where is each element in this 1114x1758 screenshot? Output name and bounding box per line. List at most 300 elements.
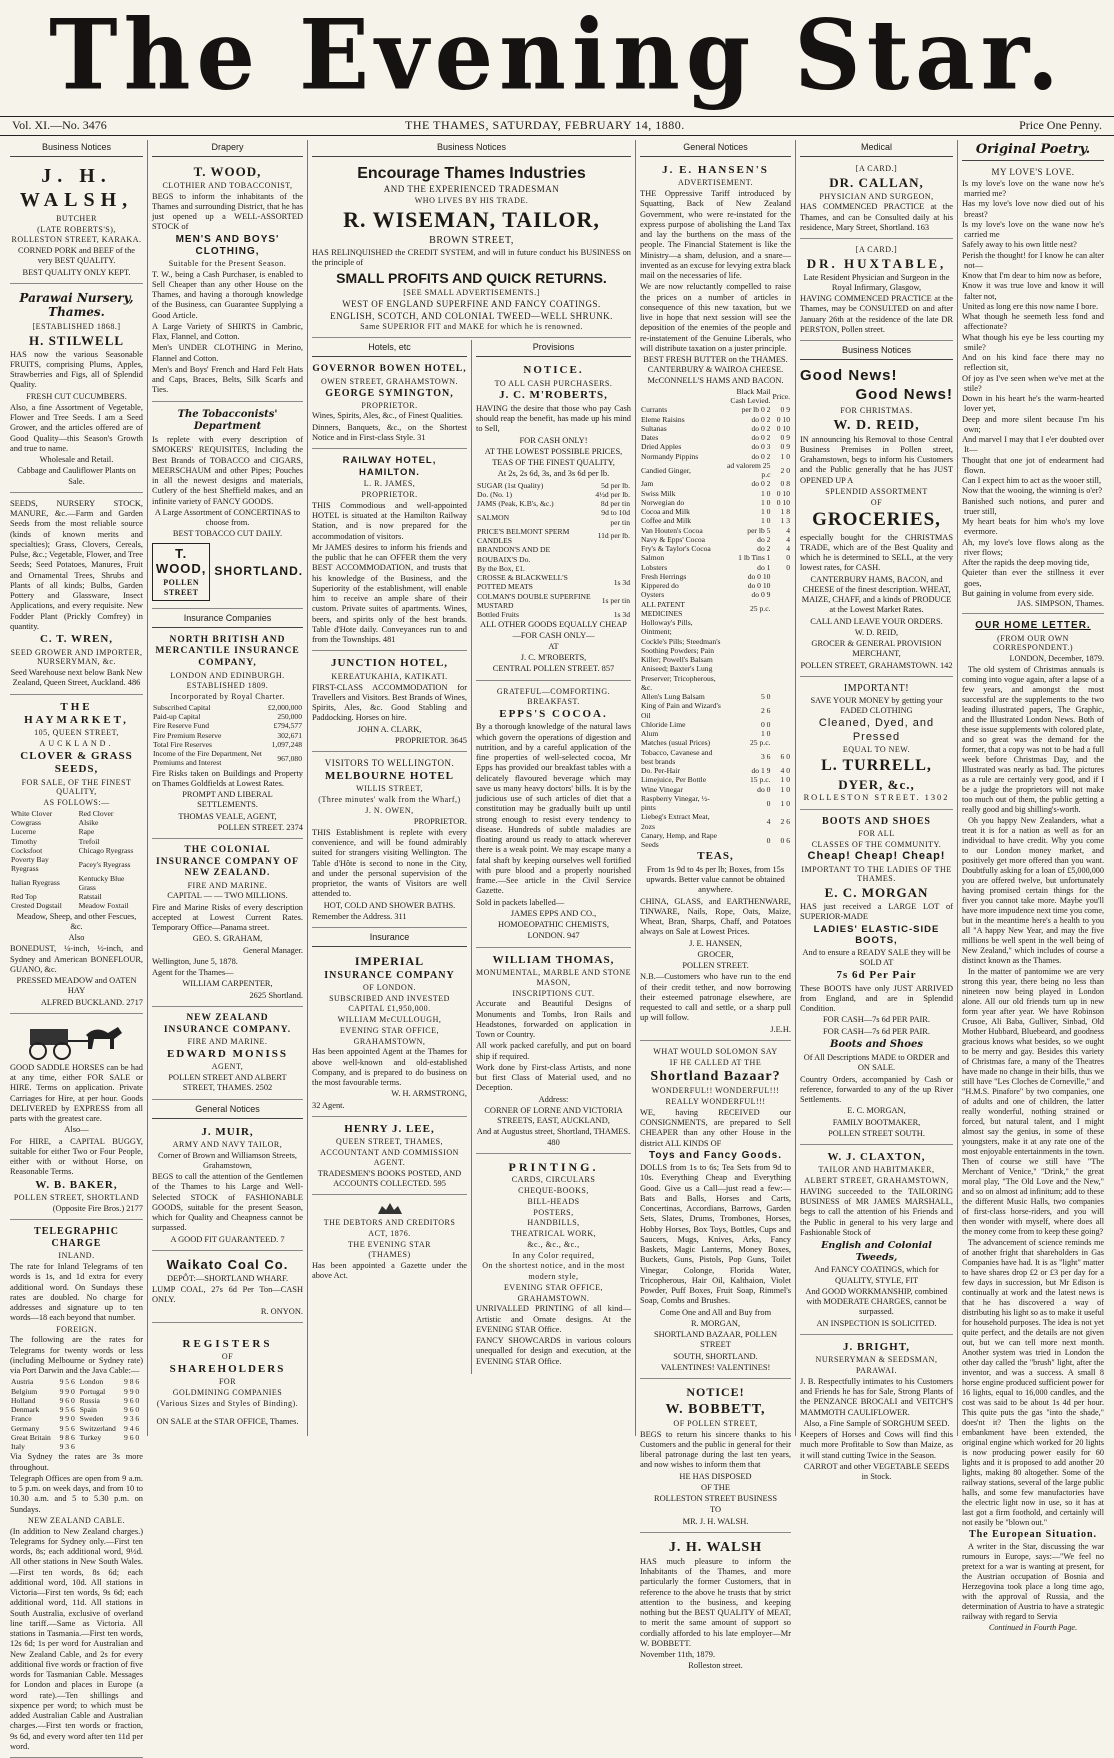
ad-line: FOR SALE, OF THE FINEST QUALITY, bbox=[21, 777, 132, 797]
article-home-letter bbox=[962, 616, 1104, 1638]
ad-name: W. J. CLAXTON, bbox=[827, 1151, 926, 1164]
ad-address: QUEEN STREET, THAMES, bbox=[335, 1137, 444, 1147]
ad-title: IMPERIAL bbox=[354, 954, 425, 969]
table-row bbox=[10, 855, 143, 874]
table-row bbox=[640, 600, 791, 619]
table-cell: 1s per tin bbox=[601, 596, 630, 606]
ad-body: From 1s 9d to 4s per lb; Boxes, from 15s upwards. Better value cannot be obtained anywhere. bbox=[646, 864, 785, 895]
table-row bbox=[10, 809, 143, 818]
ad-headline: IMPORTANT! bbox=[843, 682, 910, 694]
table-cell: 9d to 10d per tin bbox=[601, 508, 630, 527]
ad-dr-huxtable bbox=[800, 241, 953, 341]
ad-line: FOR CASH—7s 6d PER PAIR. bbox=[823, 1026, 930, 1036]
ad-trade: TAILOR AND HABITMAKER, bbox=[818, 1165, 935, 1175]
ad-line: SUBSCRIBED AND INVESTED bbox=[329, 993, 450, 1003]
table-cell bbox=[771, 646, 791, 665]
table-cell: Red Clover bbox=[78, 808, 114, 818]
ad-body: HAS RELINQUISHED the CREDIT SYSTEM, and will in future conduct his BUSINESS on the principle of bbox=[312, 248, 631, 268]
ad-headline: Boots and Shoes bbox=[830, 1038, 923, 1050]
ad-line: (Various Sizes and Styles of Binding). bbox=[156, 1398, 299, 1408]
ad-line: CLASSES OF THE COMMUNITY. bbox=[811, 839, 942, 849]
ad-line: AN INSPECTION IS SOLICITED. bbox=[816, 1318, 937, 1328]
ad-walsh-butcher bbox=[10, 160, 143, 284]
column-5 bbox=[796, 140, 958, 1482]
table-cell: Alum bbox=[641, 729, 659, 739]
ad-line: SHAREHOLDERS bbox=[169, 1362, 286, 1375]
ad-claxton-tailor bbox=[800, 1147, 953, 1335]
ad-name: J. MUIR, bbox=[201, 1125, 254, 1138]
table-row bbox=[640, 452, 791, 461]
ad-line: FIRE AND MARINE. bbox=[187, 880, 268, 890]
poem-line: Has my love's love now died out of his breast? bbox=[962, 199, 1104, 219]
ad-body: Has been appointed Agent at the Thames for above well-known and old-established Company, and is prepared to do business on the most favourable terms. bbox=[312, 1047, 467, 1088]
poem-title: MY LOVE'S LOVE. bbox=[991, 166, 1075, 177]
table-cell: 0 bbox=[786, 562, 790, 572]
ad-signature: E. C. MORGAN, bbox=[847, 1106, 906, 1116]
table-row bbox=[640, 572, 791, 581]
ad-headline: SMALL PROFITS AND QUICK RETURNS. bbox=[336, 269, 607, 286]
table-cell: 1 0 bbox=[780, 775, 790, 785]
ad-headline: CLOVER & GRASS SEEDS, bbox=[20, 749, 133, 776]
ad-line: POSTERS, bbox=[533, 1207, 574, 1217]
ad-body: CHINA, GLASS, and EARTHENWARE, TINWARE, Nails, Rope, Oats, Maize, Wheat, Bran, Sharps, Chaff, and Potatoes always on Sale at Lowest Prices. bbox=[640, 896, 791, 937]
ad-name: J. BRIGHT, bbox=[843, 1340, 910, 1353]
section-header: Drapery bbox=[152, 140, 303, 157]
table-row bbox=[640, 405, 791, 414]
table-cell: Holland bbox=[11, 1395, 36, 1405]
logo-text: SHORTLAND. bbox=[214, 564, 304, 579]
ad-epps-cocoa bbox=[476, 683, 631, 948]
table-cell: 11d per lb. bbox=[597, 531, 630, 541]
ad-line: [SEE SMALL ADVERTISEMENTS.] bbox=[403, 287, 540, 297]
table-row bbox=[640, 415, 791, 424]
ad-name: R. WISEMAN, TAILOR, bbox=[343, 207, 600, 233]
ad-body: We are now reluctantly compelled to raise the prices on a number of articles in consequence of this new taxation, but we live in hope that next session will see the deposition of the enemies of the people and re-instatement of the Genuine Liberals, who will distribute taxation on a juster principle. bbox=[640, 282, 791, 353]
ad-henry-lee bbox=[312, 1119, 467, 1195]
ad-address: Seed Warehouse next below Bank New Zealand, Queen Street, Auckland. 486 bbox=[10, 668, 143, 688]
table-cell: Meadow Foxtail bbox=[78, 901, 129, 911]
table-cell: BRANDON'S AND DE ROUBAIX'S Do. bbox=[477, 545, 551, 564]
ad-muir-tailor bbox=[152, 1122, 303, 1251]
ad-name: J. E. HANSEN'S bbox=[662, 163, 769, 176]
table-row bbox=[640, 507, 791, 516]
table-cell: do 1 bbox=[757, 562, 771, 572]
table-cell: France bbox=[11, 1414, 32, 1424]
ad-parawai-nursery bbox=[10, 286, 143, 493]
ad-junction-hotel bbox=[312, 653, 467, 752]
ad-line: GRAHAMSTOWN. bbox=[517, 1293, 590, 1303]
table-cell: Ratstail bbox=[78, 892, 102, 902]
table-cell: 4 bbox=[766, 817, 771, 826]
ad-name: W. BOBBETT, bbox=[665, 1401, 766, 1417]
volume-number: Vol. XI.—No. 3476 bbox=[12, 118, 107, 132]
ad-line: On the shortest notice, and in the most bbox=[482, 1261, 625, 1271]
ad-address: KEREATUKAHIA, KATIKATI. bbox=[331, 671, 448, 681]
ad-trade: MONUMENTAL, MARBLE AND STONE MASON, bbox=[476, 968, 631, 987]
ad-line: HE HAS DISPOSED bbox=[679, 1471, 752, 1481]
table-row bbox=[152, 731, 303, 740]
ad-headline: The Tobacconists' Department bbox=[177, 408, 278, 432]
table-cell: do 0 10 bbox=[747, 571, 771, 581]
poem-line: Banished such notions, and purer and truer still, bbox=[962, 496, 1104, 516]
ad-title: Waikato Coal Co. bbox=[166, 1256, 289, 1272]
table-row bbox=[10, 846, 143, 855]
table-row bbox=[640, 729, 791, 738]
table-cell: JAMS (Peak, K.B's, &c.) bbox=[477, 499, 554, 509]
ad-wren-seeds bbox=[10, 495, 143, 695]
ad-name: JUNCTION HOTEL, bbox=[330, 657, 449, 670]
ad-body: FIRST-CLASS ACCOMMODATION for Travellers and Visitors. Best Brands of Wines, Spirits, Ales, &c. Good Stabling and Paddocking. Horses on hire. bbox=[312, 682, 467, 723]
ad-line: VALENTINES! VALENTINES! bbox=[660, 1362, 771, 1372]
table-row bbox=[640, 775, 791, 784]
table-row bbox=[640, 692, 791, 701]
ad-line: THE EVENING STAR bbox=[348, 1239, 431, 1249]
ad-name: J. H. WALSH, bbox=[19, 164, 134, 212]
poem-line: Is my love's love on the wane now he's married me? bbox=[962, 178, 1104, 199]
table-cell: Cowgrass bbox=[11, 818, 41, 828]
table-cell: 4 bbox=[786, 534, 790, 544]
table-cell: Navy & Epps' Cocoa bbox=[641, 534, 706, 544]
table-cell: do 0 9 bbox=[751, 590, 771, 600]
table-row bbox=[640, 748, 791, 767]
ad-line: CARROT and other VEGETABLE SEEDS in Stock. bbox=[803, 1461, 950, 1482]
ad-line: In any Color required, bbox=[512, 1250, 595, 1260]
ad-line: GRAHAMSTOWN, bbox=[353, 1036, 426, 1046]
table-cell: Currants bbox=[641, 405, 668, 415]
table-cell: Eleme Raisins bbox=[641, 414, 685, 424]
table-cell: 9 5 6 bbox=[59, 1405, 75, 1415]
capital-table bbox=[152, 703, 303, 740]
ad-line: BEST QUALITY ONLY KEPT. bbox=[22, 267, 131, 277]
ad-line: OF THE bbox=[701, 1482, 730, 1492]
ad-line: ON SALE at the STAR OFFICE, Thames. bbox=[156, 1416, 299, 1426]
ad-body: TRADESMEN'S BOOKS POSTED, AND ACCOUNTS COLLECTED. 595 bbox=[317, 1168, 462, 1188]
ad-line: DEPÔT:—SHORTLAND WHARF. bbox=[166, 1273, 289, 1283]
ad-address: POLLEN STREET. bbox=[682, 961, 749, 971]
ad-body: All work packed carefully, and put on board ship if required. bbox=[476, 1041, 631, 1061]
hotels-provisions-split bbox=[312, 340, 631, 1374]
table-cell bbox=[725, 646, 772, 665]
table-cell: do 0 2 bbox=[751, 433, 771, 443]
ad-address: 2625 Shortland. bbox=[249, 990, 303, 1000]
ad-headline: Good News! bbox=[800, 367, 898, 385]
table-row bbox=[640, 618, 791, 637]
ad-north-british-insurance bbox=[152, 631, 303, 839]
table-cell: Holloway's Pills, Ointment; bbox=[641, 618, 693, 637]
table-cell: Paid-up Capital bbox=[153, 712, 201, 721]
table-cell: 4½d per lb. bbox=[595, 489, 630, 499]
ad-nz-insurance bbox=[152, 1009, 303, 1100]
ad-line: AT bbox=[548, 641, 559, 651]
table-row bbox=[640, 674, 791, 693]
table-cell bbox=[771, 618, 791, 637]
ad-body: WE, having RECEIVED our CONSIGNMENTS, are prepared to Sell CHEAPER than any other House in the district ALL KINDS OF bbox=[640, 1107, 791, 1148]
table-cell: COLMAN'S DOUBLE SUPERFINE MUSTARD bbox=[477, 591, 591, 610]
ad-headline: PRINTING. bbox=[508, 1159, 599, 1174]
table-cell: Turkey bbox=[79, 1432, 102, 1442]
table-cell: per lb 5 bbox=[747, 525, 771, 535]
table-cell: Great Britain bbox=[11, 1432, 51, 1442]
table-row bbox=[476, 490, 631, 499]
ad-line: BEST FRESH BUTTER on the THAMES. CANTERBURY & WAIROA CHEESE. McCONNELL'S HAMS AND BACON. bbox=[643, 355, 788, 385]
table-row bbox=[640, 526, 791, 535]
table-cell: 4 0 bbox=[780, 766, 790, 776]
table-cell: Subscribed Capital bbox=[153, 702, 211, 712]
ad-line: BREAKFAST. bbox=[527, 697, 580, 707]
table-cell: Allen's Lung Balsam bbox=[641, 692, 705, 702]
table-cell: 9 6 0 bbox=[124, 1405, 140, 1415]
ad-address: SOUTH, SHORTLAND. bbox=[673, 1351, 758, 1361]
ad-name: J. C. M'ROBERTS, bbox=[499, 389, 608, 402]
table-cell bbox=[771, 600, 791, 619]
ad-line: AS FOLLOWS:— bbox=[43, 798, 110, 808]
table-row bbox=[640, 701, 791, 720]
ad-line: Suitable for the Present Season. bbox=[168, 258, 287, 268]
ad-name: DR. CALLAN, bbox=[829, 174, 924, 190]
ad-body: Accurate and Beautiful Designs of Monuments and Tombs, Iron Rails and Headstones, forwarded on application in Town or Country. bbox=[476, 999, 631, 1040]
price-table bbox=[640, 387, 791, 850]
table-row bbox=[10, 874, 143, 893]
ad-name: J. N. OWEN, bbox=[365, 805, 414, 815]
ad-line: AND THE EXPERIENCED TRADESMAN bbox=[383, 184, 560, 195]
ad-body: Is replete with every description of SMOKERS' REQUISITES, Including the Best Brands of TOBACCO and CIGARS, MEERSCHAUM and other Pipes; Pouches in all the newest designs and materials, Cutlery of the best Sheffield makes, and an infinite variety of FANCY GOODS. bbox=[152, 435, 303, 506]
ad-address: ROLLESTON STREET. 1302 bbox=[803, 793, 950, 803]
ad-signature: GROCER, bbox=[697, 949, 734, 959]
table-cell: 0 10 bbox=[776, 497, 790, 507]
ad-signature: GROCER & GENERAL PROVISION MERCHANT, bbox=[811, 639, 942, 659]
ad-body: BONEDUST, ¼-inch, ½-inch, and Sydney and American BONEFLOUR, GUANO, &c. bbox=[10, 944, 143, 974]
table-cell: Soothing Powders; Pain Killer; Powell's Balsam bbox=[641, 645, 714, 665]
ad-line: THEATRICAL WORK, bbox=[510, 1229, 597, 1239]
ad-name: GOVERNOR BOWEN HOTEL, bbox=[312, 364, 467, 375]
ad-turrell-dyer bbox=[800, 679, 953, 810]
price-list bbox=[476, 481, 631, 620]
ad-signature: GEO. S. GRAHAM, bbox=[192, 934, 263, 944]
ad-name: C. T. WREN, bbox=[39, 633, 114, 646]
table-row bbox=[10, 1387, 143, 1396]
ad-line: PROPRIETOR. bbox=[361, 490, 418, 500]
ad-name: H. STILWELL bbox=[28, 332, 125, 348]
ad-line: FRESH CUT CUCUMBERS. bbox=[26, 391, 127, 401]
table-cell: Lobsters bbox=[641, 562, 668, 572]
table-cell bbox=[771, 637, 791, 646]
ad-signature: R. ONYON. bbox=[260, 1306, 303, 1316]
ad-line: modern style, bbox=[528, 1272, 579, 1282]
poem-line: And on his kind face there may no reflection sit, bbox=[962, 353, 1104, 373]
article-paragraph: The old system of Christmas annuals is coming into vogue again, after a lapse of a few years, and amongst the most successful are the supplements to the two leading illustrated papers, The Graphic, and the Illustrated London News. Both of these issue supplements with colored plate, and so great was the demand for the former, that a copy was not to be had a full week before Christmas Day, and the Illustrated was nearly as bad. The pictures as a rule are certainly very good, and if I be a judge the proprietors will not make too much out of them, the public getting a really good and big shilling's-worth. bbox=[962, 665, 1104, 815]
ad-title: INSURANCE COMPANY bbox=[324, 969, 455, 981]
table-cell bbox=[771, 664, 791, 673]
table-cell: ALL PATENT MEDICINES bbox=[641, 599, 685, 618]
section-header: Business Notices bbox=[10, 140, 143, 157]
table-cell: 302,671 bbox=[277, 730, 302, 740]
ad-body: Fire and Marine Risks of every description accepted at Lowest Current Rates. Temporary Office—Panama street. bbox=[152, 902, 303, 933]
table-cell: 9 6 0 bbox=[124, 1432, 140, 1442]
ad-line: Same SUPERIOR FIT and MAKE for which he is renowned. bbox=[360, 322, 583, 332]
logo-text: T. WOOD, bbox=[155, 545, 207, 577]
ad-line: FIRE AND MARINE. bbox=[187, 1037, 268, 1047]
ad-body: (In addition to New Zealand charges.) Telegrams for Sydney only.—First ten words, 8s; each additional word, 9½d. All other stations in New South Wales.—First ten words, 8s 6d; each additional word, 10d. All stations in Victoria—First ten words, 9s 6d; each additional word, 11d. All stations in South Australia, exclusive of overland line tariff.—Same as Victoria. All stations in Tasmania.—First ten words, 12s 6d; 1s per word for Australian and New Zealand Cable, and 2s for every additional five words or fraction of five words for Tasmanian Cable. Messages for London and places in Europe (a word rate).—Ten shillings and sixpence per word; to which must be added Australian Cable and Australian charges.—First ten words or fraction, 9s 6d, and every word after ten 11d per word. bbox=[10, 1526, 143, 1751]
ad-line: Wholesale and Retail. bbox=[39, 455, 114, 465]
table-row bbox=[640, 479, 791, 488]
table-row bbox=[640, 535, 791, 544]
ad-address: CENTRAL POLLEN STREET. 857 bbox=[492, 664, 615, 674]
ad-name: DYER, &c., bbox=[838, 776, 915, 792]
ad-body: Work done by First-class Artists, and none but first Class of Material used, and no Deception. bbox=[476, 1062, 631, 1093]
ad-headline: English and Colonial Tweeds, bbox=[821, 1240, 932, 1263]
poem-line: What though his eye be less courting my smile? bbox=[962, 332, 1104, 352]
table-cell: 0 10 bbox=[776, 414, 790, 424]
ad-line: REALLY WONDERFUL!!! bbox=[665, 1097, 766, 1107]
article-paragraph: The advancement of science reminds me of another fright that shareholders in Gas Companies have had. It is as "light" matter to have shares drop £2 or £3 per day for a few days in succession, but Mr Edison is continually at work and the latest news is that he has discovered a way of distributing his light so as to make it useful for household purposes. The idea is not yet quite perfect, and the details are not given out, but we can tell more next month. Another system was tried in London the other day called the "brush" light, after the inventor, and was a success. A small 8 horse engine produced sufficient power for 16 lights, equal to 16,000 candles, and the cost was said to be about 1s 4d per hour. This quite puts the gas "into the shade," does'nt it? Then the lights on the embankment have been extended, the original engine which worked for 20 lights is now producing power easily for 60 lights and it is proposed to add another 20 lights, making 80 altogether. Some of the railway stations, several of the large public halls, and some few manufactories have the electric light now in use, so it has at last got a firm foothold, and certainly will not easily be "blown out." bbox=[962, 1238, 1104, 1528]
reserve-table bbox=[152, 740, 303, 768]
table-row bbox=[640, 738, 791, 747]
table-cell: Kippered do bbox=[641, 581, 679, 591]
table-cell: Belgium bbox=[11, 1386, 38, 1396]
ad-line: REGISTERS bbox=[182, 1337, 273, 1350]
table-row bbox=[640, 590, 791, 599]
table-cell: Preserver; Tricopherous, &c. bbox=[641, 673, 716, 692]
ad-line: IF HE CALLED AT THE bbox=[669, 1057, 762, 1067]
table-row bbox=[152, 721, 303, 730]
ad-line: (Three minutes' walk from the Wharf,) bbox=[318, 795, 461, 805]
table-cell: Bottled Fruits bbox=[477, 610, 519, 620]
section-header: Provisions bbox=[476, 340, 631, 357]
ad-address: ALBERT STREET, GRAHAMSTOWN, bbox=[804, 1176, 949, 1186]
ad-signature: W. H. ARMSTRONG, bbox=[391, 1089, 467, 1099]
ad-trade: BUTCHER bbox=[56, 213, 97, 223]
ad-signature: J.E.H. bbox=[770, 1024, 791, 1034]
ad-line: Address: bbox=[538, 1094, 569, 1104]
table-cell: 8d per tin bbox=[600, 499, 630, 509]
table-row bbox=[10, 892, 143, 901]
ad-body: HAVING COMMENCED PRACTICE at the Thames, may be CONSULTED on and after January 26th at the residence of the late DR PERSTON, Pollen street. bbox=[800, 294, 953, 334]
poem-line: Quieter than ever the stillness it ever goes, bbox=[962, 568, 1104, 588]
ad-body: Country Orders, accompanied by Cash or reference, forwarded to any of the up River Settlements. bbox=[800, 1074, 953, 1105]
ad-body: HAS much pleasure to inform the Inhabitants of the Thames, and more particularly the former Customers, that in reference to the above he trusts that by strict attention to the business, and keeping nothing but the BEST QUALITY of MEAT, to merit the same amount of support so cordially afforded to his late employer—Mr W. BOBBETT. bbox=[640, 1556, 791, 1648]
poem-line: What though he seemeth less fond and affectionate? bbox=[962, 312, 1104, 332]
ad-title: NORTH BRITISH AND MERCANTILE INSURANCE COMPANY, bbox=[155, 634, 300, 668]
table-row bbox=[640, 553, 791, 562]
ad-body: A Large Variety of SHIRTS in Cambric, Flax, Flannel, and Cotton. bbox=[152, 321, 303, 342]
column-3 bbox=[308, 140, 636, 1436]
ad-line: FOR ALL bbox=[858, 828, 895, 838]
table-cell: Poverty Bay Ryegrass bbox=[11, 855, 49, 874]
ad-line: &c., &c., &c., bbox=[527, 1239, 580, 1249]
table-cell: 2 6 bbox=[760, 706, 771, 715]
poem-line: My heart beats for him who's my love evermore. bbox=[962, 517, 1104, 537]
ad-haymarket bbox=[10, 697, 143, 1014]
table-cell: Alsike bbox=[78, 818, 99, 828]
table-row bbox=[152, 740, 303, 749]
poem-line: Thought that one jot of endearment had flown. bbox=[962, 455, 1104, 475]
table-cell: 0 bbox=[786, 553, 790, 563]
ad-line: THE DEBTORS AND CREDITORS bbox=[323, 1218, 456, 1228]
table-cell bbox=[79, 1442, 123, 1451]
table-row bbox=[152, 712, 303, 721]
table-cell: 250,000 bbox=[277, 712, 302, 721]
table-row bbox=[10, 827, 143, 836]
table-cell: 9 9 0 bbox=[59, 1386, 75, 1396]
poem-line: Can I expect him to act as the wooer still, bbox=[962, 476, 1102, 486]
table-cell: White Clover bbox=[11, 808, 53, 818]
ad-line: PROPRIETOR. bbox=[413, 816, 467, 826]
table-cell: Dates bbox=[641, 433, 659, 443]
ad-line: CHEQUE-BOOKS, bbox=[518, 1186, 589, 1196]
ad-address: POLLEN STREET AND ALBERT STREET, THAMES. 2502 bbox=[168, 1073, 287, 1093]
ad-line: PARAWAI. bbox=[855, 1366, 898, 1376]
ad-body: HAS now the various Seasonable FRUITS, comprising Plums, Apples, Strawberries and Figs, all of Splendid Quality. bbox=[10, 349, 143, 390]
table-cell: do 1 9 bbox=[751, 766, 771, 776]
ad-headline: Shortland Bazaar? bbox=[650, 1069, 781, 1085]
ad-address: POLLEN STREET, GRAHAMSTOWN. 142 bbox=[800, 660, 953, 670]
ad-address: OWEN STREET, GRAHAMSTOWN. bbox=[320, 376, 459, 386]
ad-address: SHORTLAND BAZAAR, POLLEN STREET bbox=[653, 1330, 778, 1350]
ad-signature: W. D. REID, bbox=[854, 627, 899, 637]
ad-line: ESTABLISHED 1809. bbox=[186, 681, 269, 691]
poem-line: But gaining in volume from every side. bbox=[962, 588, 1094, 598]
ad-headline: Good News! bbox=[855, 386, 953, 404]
ad-body: These BOOTS have only JUST ARRIVED from England, and are in Splendid Condition. bbox=[800, 983, 953, 1014]
ad-walsh-notice bbox=[640, 1535, 791, 1677]
ad-headline: BOOTS AND SHOES bbox=[822, 815, 931, 827]
ad-name: EDWARD MONISS bbox=[166, 1047, 289, 1060]
ad-line: AGENT, bbox=[211, 1062, 244, 1072]
dateline bbox=[0, 116, 1114, 136]
ad-imperial-insurance bbox=[312, 950, 467, 1117]
ad-body: BEGS to inform the inhabitants of the Thames and surrounding District, that he has just opened up a WELL-ASSORTED STOCK of bbox=[152, 191, 303, 232]
ad-railway-hotel bbox=[312, 451, 467, 651]
table-cell: do 0 10 bbox=[747, 581, 771, 591]
table-cell: Portugal bbox=[79, 1386, 106, 1396]
ad-line: [A CARD.] bbox=[855, 163, 898, 173]
ad-name: W. D. REID, bbox=[833, 417, 920, 433]
ad-name: T. WOOD, bbox=[193, 163, 262, 179]
table-cell bbox=[771, 674, 791, 693]
table-row bbox=[10, 1377, 143, 1386]
crest-icon bbox=[375, 1202, 405, 1216]
table-row bbox=[476, 610, 631, 619]
table-cell: 1s 3d bbox=[613, 577, 630, 587]
table-cell: 4 bbox=[786, 525, 790, 535]
ad-signature: ALFRED BUCKLAND. 2717 bbox=[40, 997, 143, 1007]
ad-body: IN announcing his Removal to those Central Business Premises in Pollen street, Grahamstown, begs to inform his Customers and the Public generally that he has JUST OPENED UP A bbox=[800, 434, 953, 485]
ad-line: ACT, 1876. bbox=[368, 1228, 411, 1238]
table-cell: Price. bbox=[772, 391, 790, 401]
table-cell: Swiss Milk bbox=[641, 488, 676, 498]
table-cell: By the Box, £1. bbox=[477, 563, 525, 573]
ad-name: MELBOURNE HOTEL bbox=[325, 770, 454, 782]
poem-line: Know it was true love and know it will falter not, bbox=[962, 281, 1104, 301]
table-cell bbox=[725, 674, 772, 693]
ad-body: Telegraph Offices are open from 9 a.m. to 5 p.m. on week days, and from 10 to 10.30 a.m. and 5 to 5.30 p.m. on Sundays. bbox=[10, 1473, 143, 1514]
table-row bbox=[640, 766, 791, 775]
ad-line: TO ALL CASH PURCHASERS. bbox=[494, 378, 613, 388]
table-row bbox=[640, 720, 791, 729]
table-cell: 967,080 bbox=[277, 753, 302, 763]
table-cell: 1 0 bbox=[760, 729, 771, 739]
ad-headline: Cheap! Cheap! Cheap! bbox=[807, 850, 946, 863]
table-cell: do 0 3 bbox=[751, 442, 771, 452]
ad-line: Also— bbox=[64, 1125, 89, 1135]
table-cell: Total Fire Reserves bbox=[153, 739, 212, 749]
ad-signature: R. MORGAN, bbox=[690, 1318, 741, 1328]
ad-body: BEGS to call the attention of the Gentlemen of the Thames to his Large and Well-Selected STOCK of FASHIONABLE GOODS, suitable for the present Season, which for Quality and Cheapness cannot be surpassed. bbox=[152, 1172, 303, 1233]
table-row bbox=[640, 664, 791, 673]
ad-name: WILLIAM THOMAS, bbox=[492, 953, 615, 966]
table-row bbox=[476, 573, 631, 592]
table-cell: 0 bbox=[766, 798, 771, 808]
